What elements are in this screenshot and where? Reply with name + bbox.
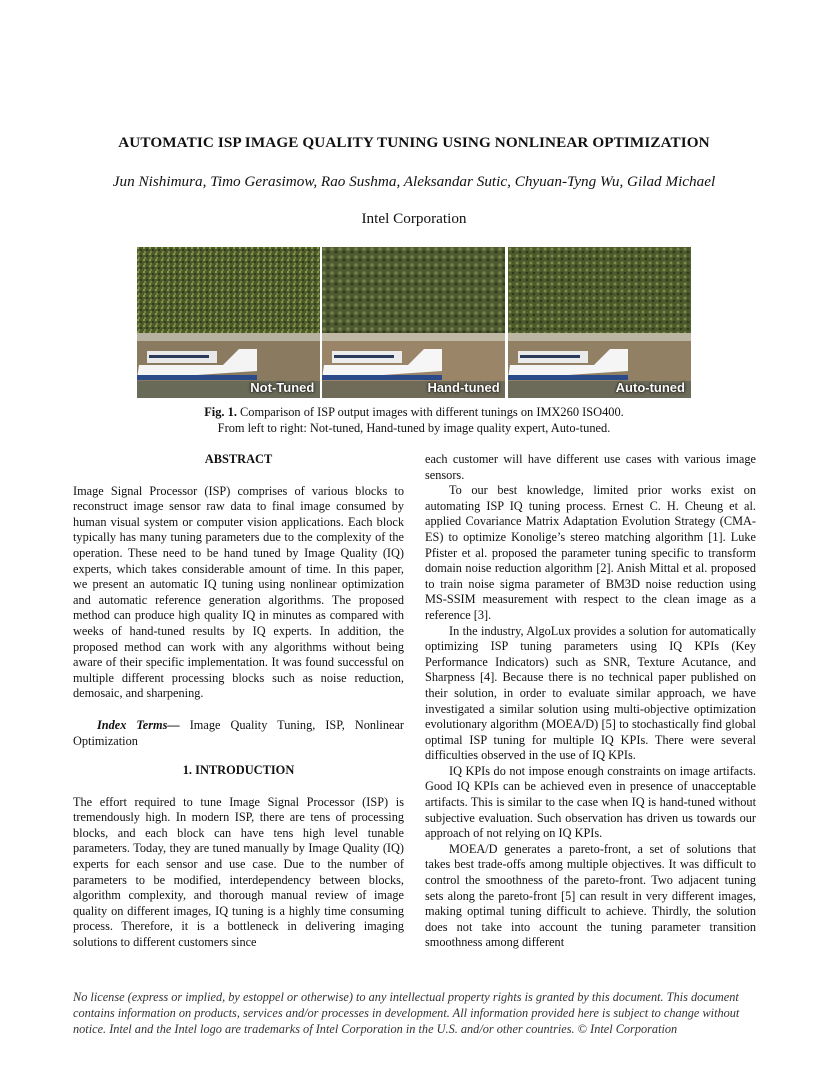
abstract-text: Image Signal Processor (ISP) comprises of various blocks to reconstruct image sensor raw data to final image consumed by human visual system or computer vision applications. Each block typically has many tuning parameters due to the complexity of the operation. These need to be hand tuned by Image Quality (IQ) experts, which takes considerable amount of time. In this paper, we present an automatic IQ tuning using nonlinear optimization and automatic reference generation algorithms. The proposed method can produce high quality IQ in minutes as compared with weeks of hand-tuned results by IQ experts. In addition, the proposed method can work with any algorithms without being aware of their specific implementation. It was found successful on multiple different processing blocks such as noise reduction, demosaic, and sharpening.	[73, 483, 404, 701]
boat-photo-image	[322, 247, 505, 398]
legal-footer: No license (express or implied, by estoppel or otherwise) to any intellectual property rights is granted by this document. This document contains information on products, services and/or processes in development. All information provided here is subject to change without notice. Intel and the Intel logo are trademarks of Intel Corporation in the U.S. and/or other countries. © Intel Corporation	[73, 990, 740, 1036]
caption-prefix: Fig. 1.	[204, 405, 237, 419]
index-terms-label: Index Terms—	[97, 717, 180, 732]
intro-paragraph-3: In the industry, AlgoLux provides a solution for automatically optimizing ISP tuning parameters using IQ KPIs (Key Performance Indicators) such as SNR, Texture Acutance, and Sharpness [4]. Because there is no technical paper published on their solution, in order to evaluate similar approach, we have investigated a similar solution using multi-objective optimization evolutionary algorithm (MOEA/D) [5] to stochastically find global optimal ISP tuning for multiple IQ KPIs. There were several difficulties observed in the use of IQ KPIs.	[425, 623, 756, 763]
intro-paragraph-2: To our best knowledge, limited prior works exist on automating ISP IQ tuning process. Ernest C. H. Cheung et al. applied Covariance Matrix Adaptation Evolution Strategy (CMA-ES) to optimize Konolige’s stereo matching algorithm [1]. Luke Pfister et al. proposed the parameter tuning specific to transform domain noise reduction algorithm [2]. Anish Mittal et al. proposed to train noise sigma parameter of BM3D noise reduction using MS-SSIM measurement with respect to the clean image as a reference [3].	[425, 483, 756, 622]
affiliation: Intel Corporation	[361, 210, 467, 227]
caption-line2: From left to right: Not-tuned, Hand-tuned by image quality expert, Auto-tuned.	[217, 421, 611, 435]
intro-text-left: The effort required to tune Image Signal Processor (ISP) is tremendously high. In modern ISP, there are tens of processing blocks, and each block can have tens high level tunable parameters. Today, they are tuned manually by Image Quality (IQ) experts for each sensor and use case. Due to the number of parameters to be modified, interdependency between blocks, algorithm complexity, and thorough manual review of image quality on different images, IQ tuning is a highly time consuming process. Therefore, it is a bottleneck in delivering imaging solutions to different customers since	[73, 794, 404, 950]
abstract-heading: ABSTRACT	[204, 452, 273, 466]
figure-panel-auto-tuned	[508, 247, 691, 398]
intro-heading: 1. INTRODUCTION	[182, 763, 295, 778]
intro-paragraph-4: IQ KPIs do not impose enough constraints on image artifacts. Good IQ KPIs can be achieved even in presence of unacceptable artifacts. This is similar to the case when IQ is hand-tuned without subjective evaluation. Such observation has driven us towards our approach of not relying on IQ KPIs.	[425, 763, 756, 841]
panel-label: Auto-tuned	[615, 380, 685, 395]
figure-panel-not-tuned	[137, 247, 320, 398]
author-list: Jun Nishimura, Timo Gerasimow, Rao Sushma, Aleksandar Sutic, Chyuan-Tyng Wu, Gilad Michael	[112, 173, 716, 190]
index-terms-text: Image Quality Tuning, ISP, Nonlinear Optimization	[73, 717, 405, 748]
figure-comparison	[137, 247, 691, 398]
index-terms	[73, 718, 404, 749]
intro-paragraph-5: MOEA/D generates a pareto-front, a set of solutions that takes best trade-offs among multiple objectives. It was difficult to control the smoothness of the pareto-front. Two adjacent tuning sets along the pareto-front [5] can result in very different images, making optimal tuning difficult to achieve. Thirdly, the solution does not take into account the tuning parameter transition smoothness among different	[425, 841, 756, 950]
boat-photo-image	[137, 247, 320, 398]
left-column	[73, 452, 404, 951]
figure-caption	[0, 404, 828, 436]
right-column	[425, 452, 756, 951]
paper-title: AUTOMATIC ISP IMAGE QUALITY TUNING USING NONLINEAR OPTIMIZATION	[118, 134, 710, 151]
intro-paragraph-1: each customer will have different use cases with various image sensors.	[425, 452, 756, 482]
panel-label: Hand-tuned	[427, 380, 500, 395]
figure-panel-hand-tuned	[322, 247, 505, 398]
caption-line1: Comparison of ISP output images with different tunings on IMX260 ISO400.	[236, 405, 624, 419]
boat-photo-image	[508, 247, 691, 398]
panel-label: Not-Tuned	[250, 380, 315, 395]
